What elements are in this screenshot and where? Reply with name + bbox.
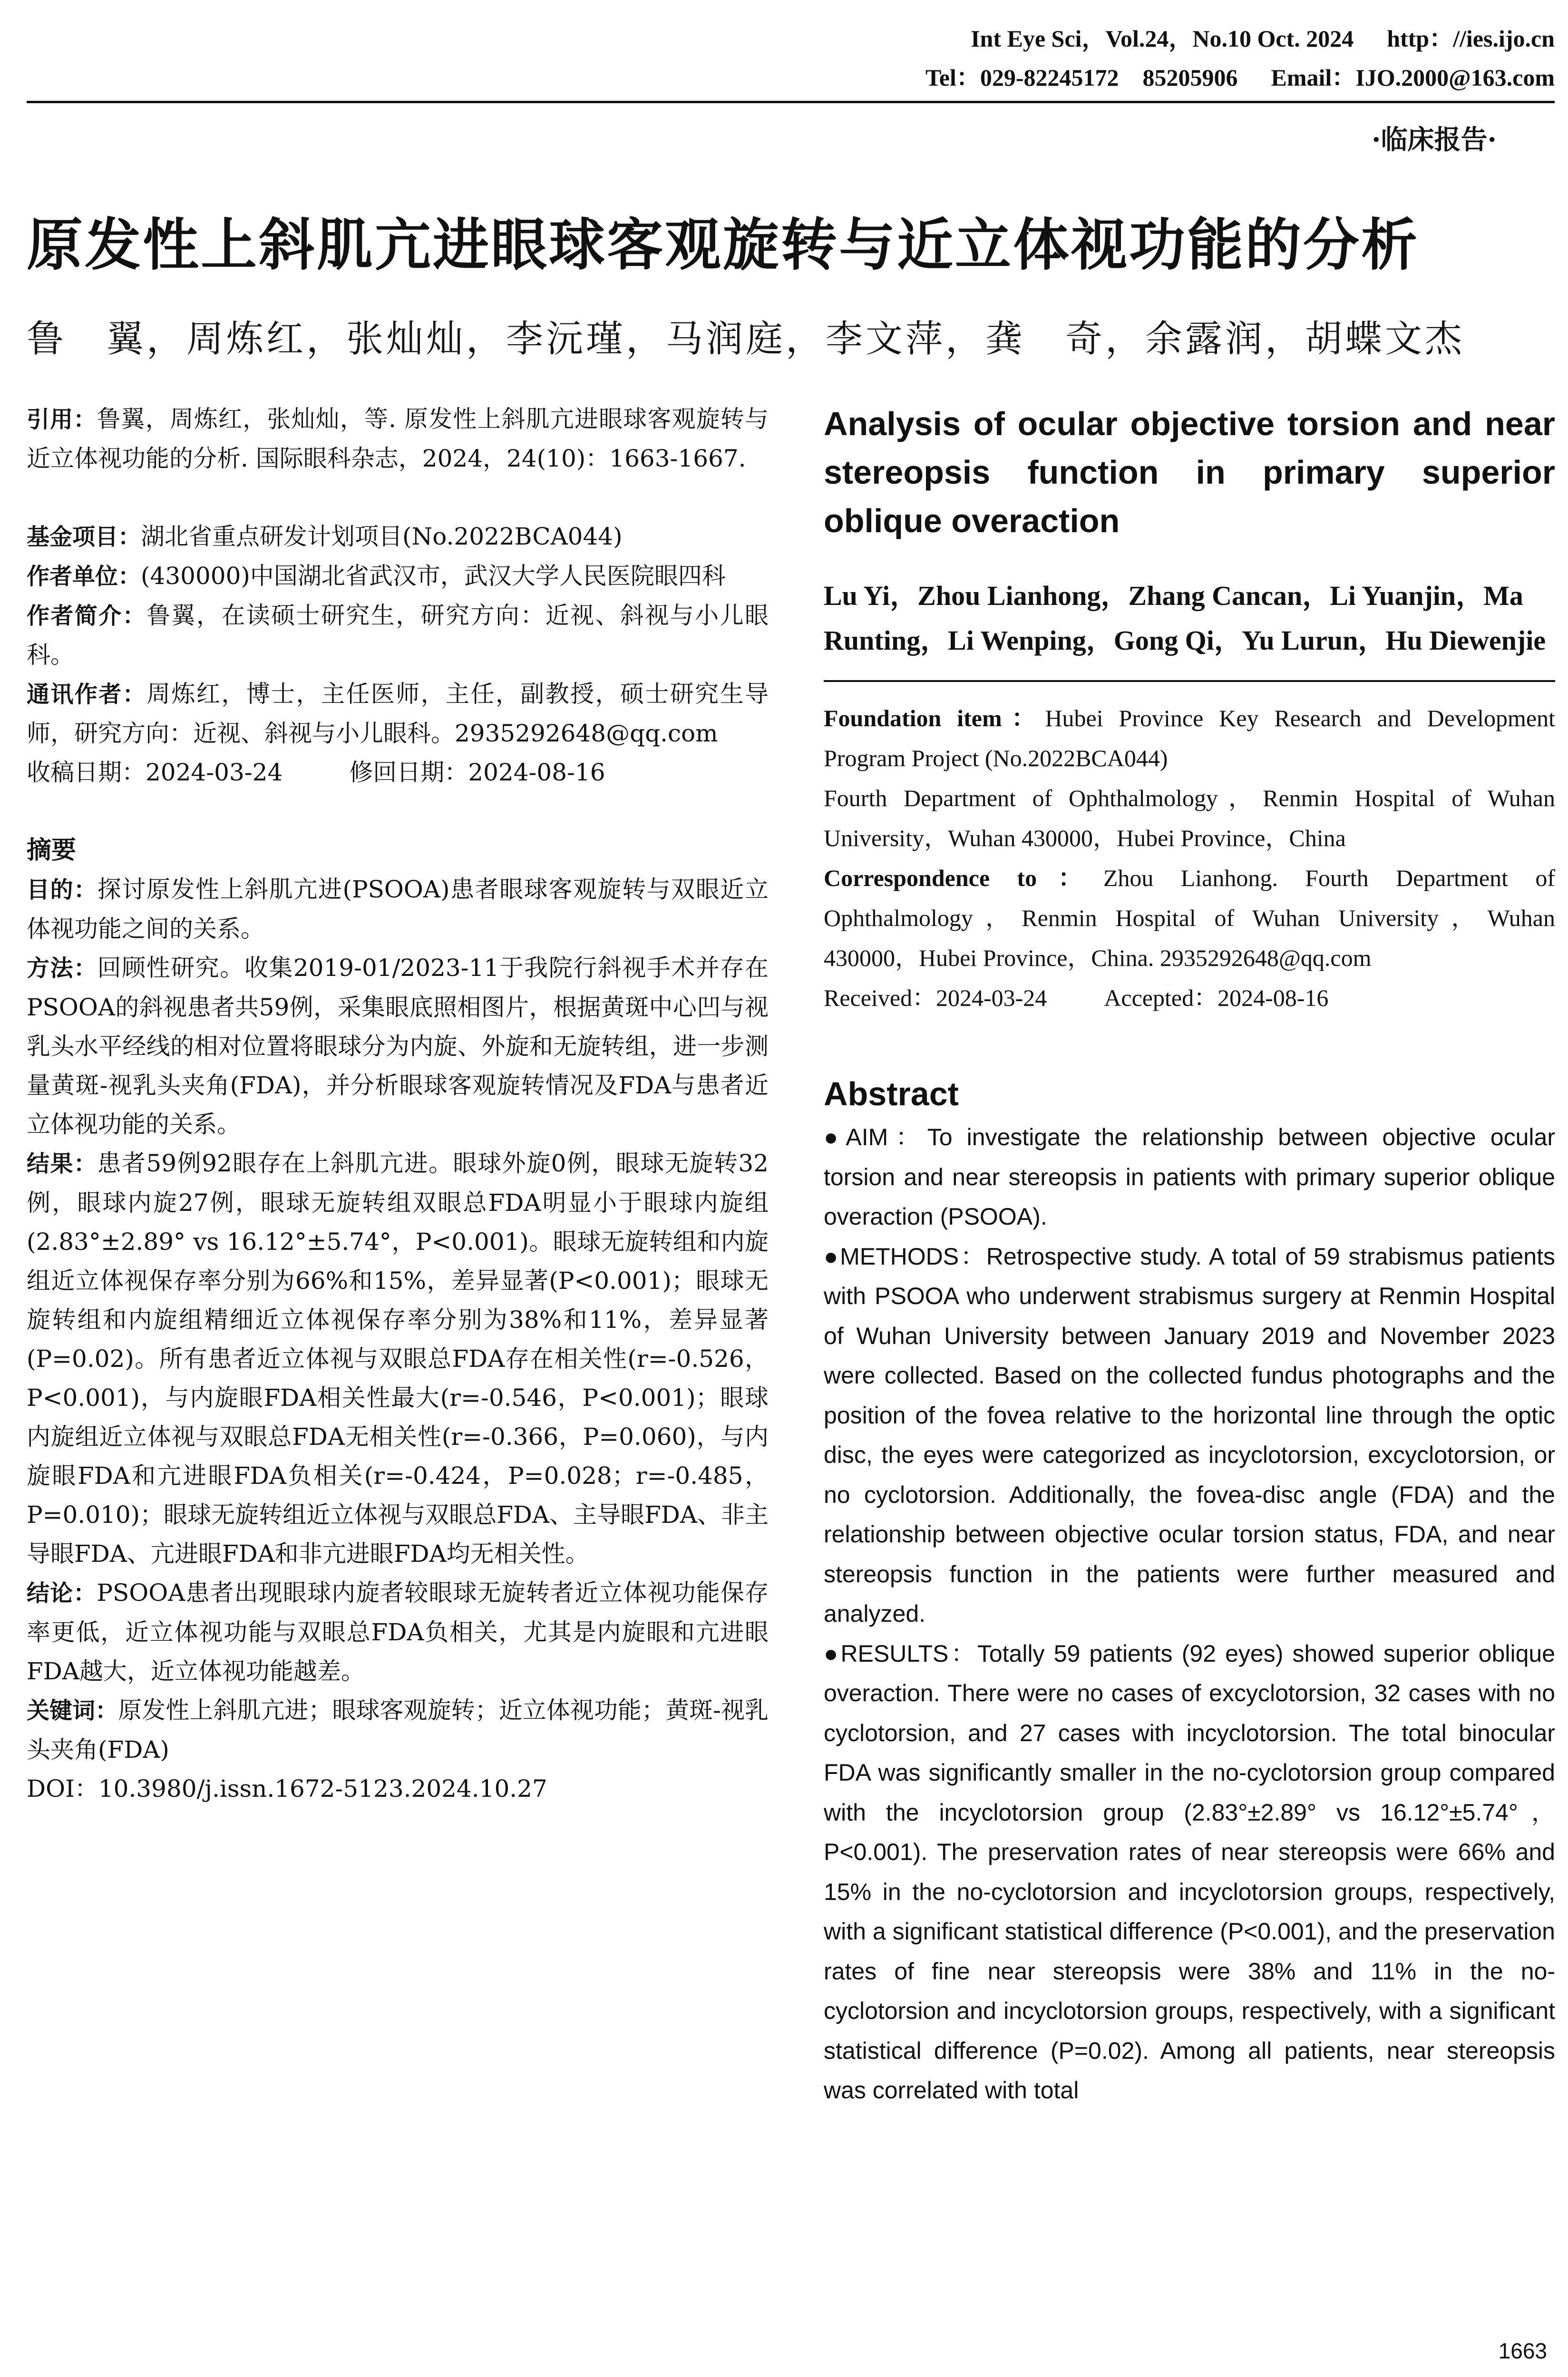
right-column bbox=[824, 399, 1555, 2111]
dates-zh: 收稿日期：2024-03-24 修回日期：2024-08-16 bbox=[27, 759, 605, 786]
right-column-rule bbox=[824, 680, 1555, 682]
abstract-results-en: ●RESULTS：Totally 59 patients (92 eyes) showed superior oblique overaction. There were no cases of excyclotorsion, 32 cases with no cyclotorsion, and 27 cases with incyclotorsion. The total binocular FDA was significantly smaller in the no-cyclotorsion group compared with the incyclotorsion group (2.83°±2.89° vs 16.12°±5.74°，P<0.001). The preservation rates of near stereopsis were 66% and 15% in the no-cyclotorsion and incyclotorsion groups, respectively, with a significant statistical difference (P<0.001), and the preservation rates of fine near stereopsis were 38% and 11% in the no-cyclotorsion and incyclotorsion groups, respectively, with a significant statistical difference (P=0.02). Among all patients, near stereopsis was correlated with total bbox=[824, 1640, 1555, 2104]
running-header bbox=[892, 19, 1555, 97]
english-authors: Lu Yi，Zhou Lianhong，Zhang Cancan，Li Yuanjin，Ma Runting，Li Wenping，Gong Qi，Yu Lurun，Hu Diewenjie bbox=[824, 580, 1546, 656]
section-label: ·临床报告· bbox=[1372, 124, 1497, 156]
article-authors: 鲁 翼，周炼红，张灿灿，李沅瑾，马润庭，李文萍，龚 奇，余露润，胡蝶文杰 bbox=[27, 318, 1465, 360]
abstract-heading-zh: 摘要 bbox=[27, 836, 77, 865]
foundation-item: Foundation item：Hubei Province Key Research and Development Program Project (No.2022BCA044) bbox=[824, 705, 1555, 771]
journal-url[interactable]: http：//ies.ijo.cn bbox=[1387, 25, 1555, 52]
journal-tel: Tel：029-82245172 85205906 bbox=[925, 64, 1238, 91]
affiliation-en: Fourth Department of Ophthalmology，Renmin Hospital of Wuhan University，Wuhan 430000，Hubei Province，China bbox=[824, 785, 1555, 851]
abstract-aim-en: ●AIM：To investigate the relationship between objective ocular torsion and near stereopsis in patients with primary superior oblique overaction (PSOOA). bbox=[824, 1124, 1555, 1230]
english-title: Analysis of ocular objective torsion and near stereopsis function in primary superior oblique overaction bbox=[824, 405, 1555, 539]
journal-info: Int Eye Sci，Vol.24，No.10 Oct. 2024 bbox=[971, 25, 1354, 52]
doi[interactable]: DOI：10.3980/j.issn.1672-5123.2024.10.27 bbox=[27, 1775, 547, 1802]
abstract-conclusion-zh: 结论：PSOOA患者出现眼球内旋者较眼球无旋转者近立体视功能保存率更低，近立体视功能与双眼总FDA负相关，尤其是内旋眼和亢进眼FDA越大，近立体视功能越差。 bbox=[27, 1579, 769, 1685]
left-column bbox=[27, 399, 769, 1808]
abstract-en bbox=[824, 1118, 1555, 2111]
journal-email[interactable]: Email：IJO.2000@163.com bbox=[1271, 64, 1555, 91]
abstract-methods-zh: 方法：回顾性研究。收集2019-01/2023-11于我院行斜视手术并存在PSOOA的斜视患者共59例，采集眼底照相图片，根据黄斑中心凹与视乳头水平经线的相对位置将眼球分为内旋、外旋和无旋转组，进一步测量黄斑-视乳头夹角(FDA)，并分析眼球客观旋转情况及FDA与患者近立体视功能的关系。 bbox=[27, 954, 769, 1138]
abstract-methods-en: ●METHODS：Retrospective study. A total of 59 strabismus patients with PSOOA who underwent strabismus surgery at Renmin Hospital of Wuhan University between January 2019 and November 2023 were collected. Based on the collected fundus photographs and the position of the fovea relative to the horizontal line through the optic disc, the eyes were categorized as incyclotorsion, excyclotorsion, or no cyclotorsion. Additionally, the fovea-disc angle (FDA) and the relationship between objective ocular torsion status, FDA, and near stereopsis function in the patients were further measured and analyzed. bbox=[824, 1243, 1555, 1627]
abstract-aim-zh: 目的：探讨原发性上斜肌亢进(PSOOA)患者眼球客观旋转与双眼近立体视功能之间的关系。 bbox=[27, 876, 769, 943]
keywords-zh: 关键词：原发性上斜肌亢进；眼球客观旋转；近立体视功能；黄斑-视乳头夹角(FDA) bbox=[27, 1696, 769, 1763]
page-number: 1663 bbox=[1498, 2338, 1547, 2363]
header-rule bbox=[27, 101, 1555, 103]
article-title: 原发性上斜肌亢进眼球客观旋转与近立体视功能的分析 bbox=[27, 212, 1420, 278]
citation: 引用：鲁翼，周炼红，张灿灿，等. 原发性上斜肌亢进眼球客观旋转与近立体视功能的分析. 国际眼科杂志，2024，24(10)：1663-1667. bbox=[27, 405, 769, 472]
dates-en: Received：2024-03-24 Accepted：2024-08-16 bbox=[824, 984, 1329, 1011]
abstract-heading-en: Abstract bbox=[824, 1075, 959, 1112]
abstract-results-zh: 结果：患者59例92眼存在上斜肌亢进。眼球外旋0例，眼球无旋转32例，眼球内旋27例，眼球无旋转组双眼总FDA明显小于眼球内旋组(2.83°±2.89° vs 16.12°±5.74°，P<0.001)。眼球无旋转组和内旋组近立体视保存率分别为66%和15%，差异显著(P<0.001)；眼球无旋转组和内旋组精细近立体视保存率分别为38%和11%，差异显著(P=0.02)。所有患者近立体视与双眼总FDA存在相关性(r=-0.526，P<0.001)，与内旋眼FDA相关性最大(r=-0.546，P<0.001)；眼球内旋组近立体视与双眼总FDA无相关性(r=-0.366，P=0.060)，与内旋眼FDA和亢进眼FDA负相关(r=-0.424，P=0.028；r=-0.485，P=0.010)；眼球无旋转组近立体视与双眼总FDA、主导眼FDA、非主导眼FDA、亢进眼FDA和非亢进眼FDA均无相关性。 bbox=[27, 1150, 769, 1568]
corresponding-author: 通讯作者：周炼红，博士，主任医师，主任，副教授，硕士研究生导师，研究方向：近视、斜视与小儿眼科。2935292648@qq.com bbox=[27, 680, 769, 747]
english-front-matter bbox=[824, 698, 1555, 1018]
correspondence-en: Correspondence to：Zhou Lianhong. Fourth Department of Ophthalmology，Renmin Hospital of Wuhan University，Wuhan 430000，Hubei Province，China. 2935292648@qq.com bbox=[824, 865, 1555, 971]
author-bio: 作者简介：鲁翼，在读硕士研究生，研究方向：近视、斜视与小儿眼科。 bbox=[27, 602, 769, 669]
author-unit: 作者单位：(430000)中国湖北省武汉市，武汉大学人民医院眼四科 bbox=[27, 562, 726, 590]
fund-info: 基金项目：湖北省重点研发计划项目(No.2022BCA044) bbox=[27, 523, 623, 550]
